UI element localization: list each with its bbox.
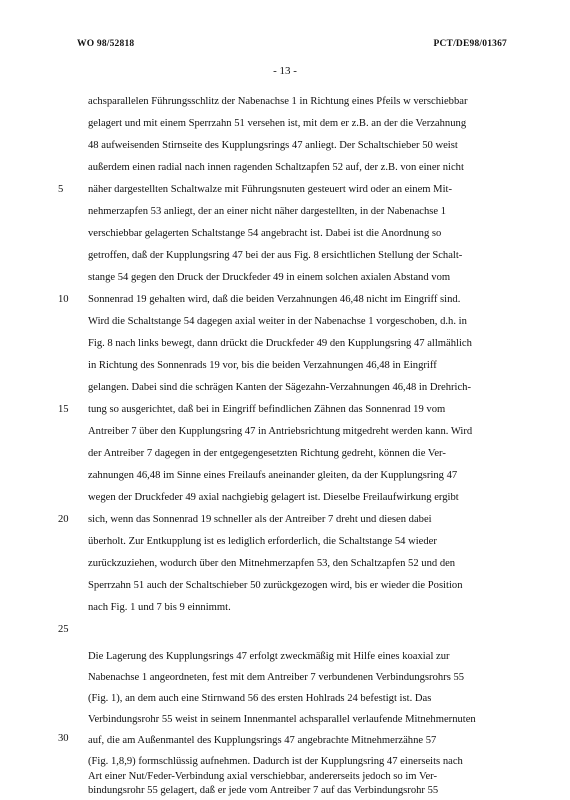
text-line: überholt. Zur Entkupplung ist es lediglich erforderlich, die Schaltstange 54 wieder — [88, 536, 437, 547]
text-line: außerdem einen radial nach innen ragenden Schaltzapfen 52 auf, der z.B. von einer nicht — [88, 162, 464, 173]
text-line: achsparallelen Führungsschlitz der Nabenachse 1 in Richtung eines Pfeils w verschiebbar — [88, 96, 468, 107]
text-line: Verbindungsrohr 55 weist in seinem Innenmantel achsparallel verlaufende Mitnehmernuten — [88, 714, 476, 725]
text-line: gelangen. Dabei sind die schrägen Kanten der Sägezahn-Verzahnungen 46,48 in Drehrich- — [88, 382, 471, 393]
text-line: Sonnenrad 19 gehalten wird, daß die beiden Verzahnungen 46,48 nicht im Eingriff sind. — [88, 294, 461, 305]
text-line: auf, die am Außenmantel des Kupplungsrings 47 angebrachte Mitnehmerzähne 57 — [88, 735, 437, 746]
text-line: Die Lagerung des Kupplungsrings 47 erfolgt zweckmäßig mit Hilfe eines koaxial zur — [88, 651, 450, 662]
text-line: gelagert und mit einem Sperrzahn 51 versehen ist, mit dem er z.B. an der die Verzahnung — [88, 118, 467, 129]
text-line: Sperrzahn 51 auch der Schaltschieber 50 zurückgezogen wird, bis er wieder die Position — [88, 580, 463, 591]
text-line: Antreiber 7 über den Kupplungsring 47 in Antriebsrichtung mitgedreht werden kann. Wird — [88, 426, 473, 437]
line-number: 20 — [58, 514, 69, 525]
line-number: 5 — [58, 184, 64, 195]
application-number: PCT/DE98/01367 — [433, 39, 507, 49]
text-line: nach Fig. 1 und 7 bis 9 einnimmt. — [88, 602, 231, 613]
text-line: (Fig. 1), an dem auch eine Stirnwand 56 des ersten Hohlrads 24 befestigt ist. Das — [88, 693, 432, 704]
line-number: 30 — [58, 733, 69, 744]
text-line: wegen der Druckfeder 49 axial nachgiebig gelagert ist. Dieselbe Freilaufwirkung ergibt — [88, 492, 459, 503]
text-line: Art einer Nut/Feder-Verbindung axial verschiebbar, andererseits jedoch so im Ver- — [88, 771, 438, 782]
text-line: der Antreiber 7 dagegen in der entgegengesetzten Richtung gedreht, können die Ver- — [88, 448, 446, 459]
line-number: 25 — [58, 624, 69, 635]
text-line: tung so ausgerichtet, daß bei in Eingriff befindlichen Zähnen das Sonnenrad 19 vom — [88, 404, 446, 415]
line-number: 15 — [58, 404, 69, 415]
text-line: nehmerzapfen 53 anliegt, der an einer nicht näher dargestellten, in der Nabenachse 1 — [88, 206, 447, 217]
text-line: getroffen, daß der Kupplungsring 47 bei der aus Fig. 8 ersichtlichen Stellung der Schalt- — [88, 250, 463, 261]
text-line: (Fig. 1,8,9) formschlüssig aufnehmen. Dadurch ist der Kupplungsring 47 einerseits nach — [88, 756, 463, 767]
text-line: verschiebbar gelagerten Schaltstange 54 angebracht ist. Dabei ist die Anordnung so — [88, 228, 442, 239]
text-line: näher dargestellten Schaltwalze mit Führungsnuten gesteuert wird oder an einem Mit- — [88, 184, 453, 195]
text-line: stange 54 gegen den Druck der Druckfeder 49 in einem solchen axialen Abstand vom — [88, 272, 451, 283]
text-line: zurückzuziehen, wodurch über den Mitnehmerzapfen 53, den Schaltzapfen 52 und den — [88, 558, 456, 569]
text-line: 48 aufweisenden Stirnseite des Kupplungsrings 47 anliegt. Der Schaltschieber 50 weist — [88, 140, 458, 151]
text-line: bindungsrohr 55 gelagert, daß er jede vom Antreiber 7 auf das Verbindungsrohr 55 — [88, 785, 439, 796]
page-number: - 13 - — [273, 65, 297, 77]
text-line: Wird die Schaltstange 54 dagegen axial weiter in der Nabenachse 1 vorgeschoben, d.h. in — [88, 316, 467, 327]
publication-number: WO 98/52818 — [77, 39, 135, 49]
text-line: zahnungen 46,48 im Sinne eines Freilaufs aneinander gleiten, da der Kupplungsring 47 — [88, 470, 458, 481]
text-line: in Richtung des Sonnenrads 19 vor, bis die beiden Verzahnungen 46,48 in Eingriff — [88, 360, 437, 371]
text-line: sich, wenn das Sonnenrad 19 schneller als der Antreiber 7 dreht und diesen dabei — [88, 514, 432, 525]
text-line: Fig. 8 nach links bewegt, dann drückt die Druckfeder 49 den Kupplungsring 47 allmählich — [88, 338, 472, 349]
line-number: 10 — [58, 294, 69, 305]
text-line: Nabenachse 1 angeordneten, fest mit dem Antreiber 7 verbundenen Verbindungsrohrs 55 — [88, 672, 465, 683]
